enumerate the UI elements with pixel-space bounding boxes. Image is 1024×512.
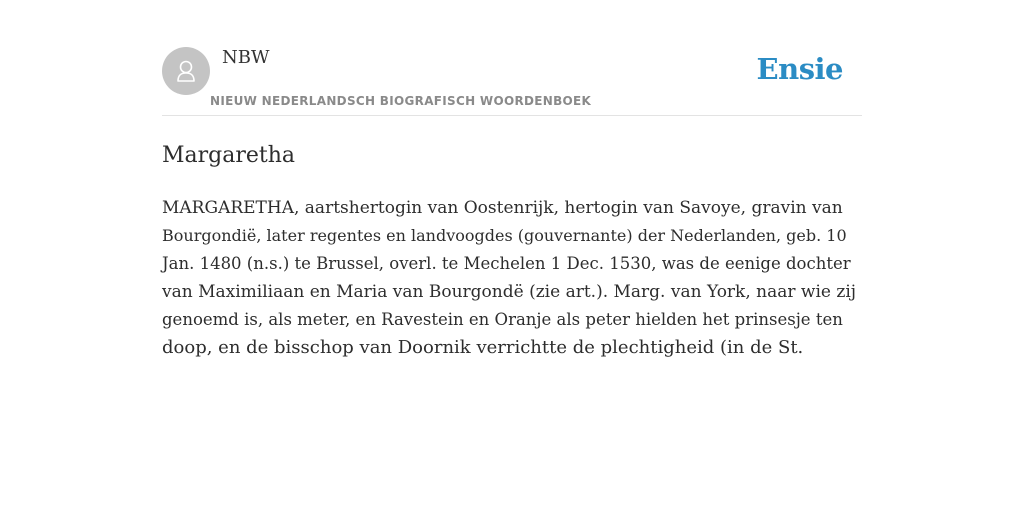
article-body-line: genoemd is, als meter, en Ravestein en Oranje als peter hielden het prinsesje ten	[162, 310, 843, 329]
article-body	[162, 194, 862, 362]
content-container	[162, 0, 862, 362]
source-avatar[interactable]	[162, 47, 210, 95]
article-body-line: doop, en de bisschop van Doornik verrichtte de plechtigheid (in de St.	[162, 337, 804, 358]
article-body-line: van Maximiliaan en Maria van Bourgondë (zie art.). Marg. van York, naar wie zij	[162, 282, 857, 302]
source-name[interactable]: NBW	[222, 47, 270, 68]
article-body-line: MARGARETHA, aartshertogin van Oostenrijk, hertogin van Savoye, gravin van	[162, 198, 843, 218]
brand-logo[interactable]: Ensie	[756, 52, 843, 86]
source-full-name: NIEUW NEDERLANDSCH BIOGRAFISCH WOORDENBOEK	[210, 94, 592, 108]
source-header	[162, 0, 862, 116]
article-title: Margaretha	[162, 143, 296, 168]
user-icon	[172, 57, 200, 85]
article-body-line: Bourgondië, later regentes en landvoogdes (gouvernante) der Nederlanden, geb. 10	[162, 226, 847, 245]
article-body-line: Jan. 1480 (n.s.) te Brussel, overl. te Mechelen 1 Dec. 1530, was de eenige dochter	[162, 254, 851, 273]
